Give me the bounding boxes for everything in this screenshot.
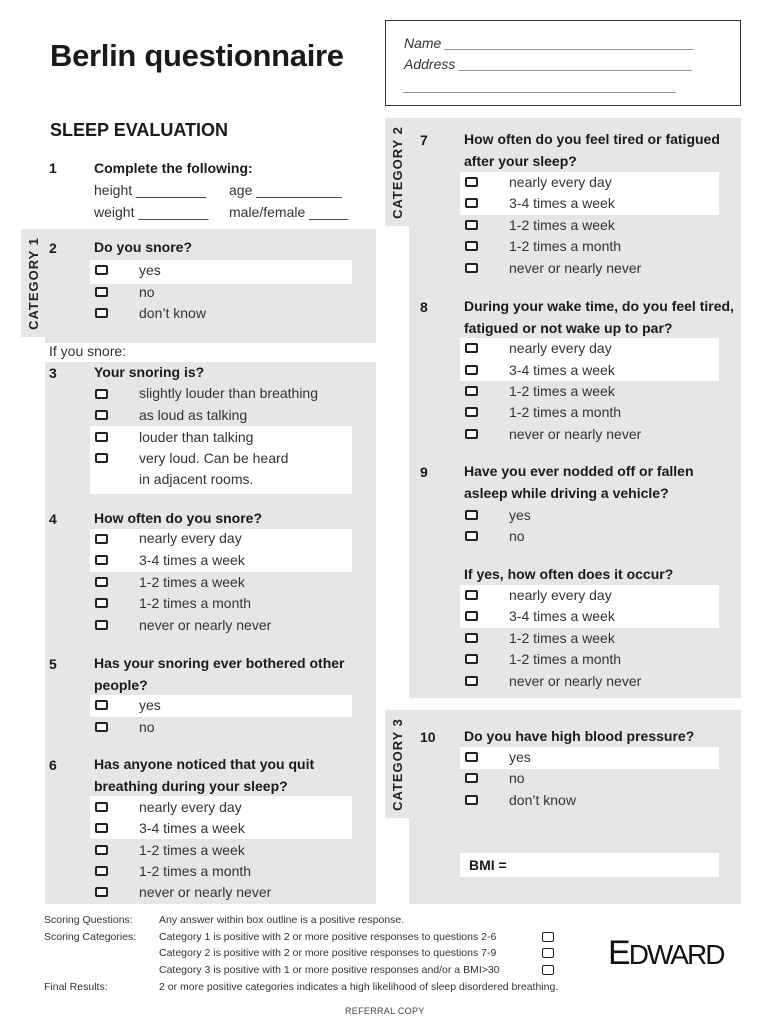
q7-text-line1: How often do you feel tired or fatigued	[464, 131, 720, 147]
option-label: as loud as talking	[139, 407, 248, 423]
category-2-label: CATEGORY 2	[385, 118, 409, 226]
option-label: don’t know	[139, 305, 206, 321]
option-label: 1-2 times a month	[509, 651, 622, 667]
checkbox[interactable]	[465, 407, 478, 417]
q10-number: 10	[420, 729, 436, 745]
q4-text: How often do you snore?	[94, 510, 262, 526]
bmi-label: BMI =	[469, 857, 507, 873]
checkbox[interactable]	[465, 510, 478, 520]
option-label: 1-2 times a week	[139, 842, 245, 858]
checkbox[interactable]	[95, 845, 108, 855]
footer-referral-copy: REFERRAL COPY	[345, 1006, 425, 1016]
option-label: nearly every day	[139, 530, 242, 546]
option-label: nearly every day	[509, 587, 612, 603]
q2-text: Do you snore?	[94, 239, 193, 255]
checkbox[interactable]	[95, 453, 108, 463]
checkbox[interactable]	[95, 887, 108, 897]
option-label: never or nearly never	[139, 617, 272, 633]
name-field[interactable]: Name ________________________________	[404, 35, 695, 51]
option-label: nearly every day	[139, 799, 242, 815]
option-label: nearly every day	[509, 174, 612, 190]
scoring-cat2-text: Category 2 is positive with 2 or more positive responses to questions 7-9	[159, 947, 497, 959]
option-label: don’t know	[509, 792, 576, 808]
option-label: yes	[139, 697, 161, 713]
checkbox[interactable]	[95, 700, 108, 710]
option-label: yes	[509, 749, 531, 765]
q1-number: 1	[49, 160, 57, 176]
checkbox[interactable]	[465, 263, 478, 273]
checkbox[interactable]	[465, 795, 478, 805]
option-label: yes	[139, 262, 161, 278]
checkbox[interactable]	[95, 598, 108, 608]
option-label: 3-4 times a week	[139, 552, 245, 568]
option-label: 1-2 times a month	[509, 404, 622, 420]
checkbox[interactable]	[465, 177, 478, 187]
option-label: 1-2 times a month	[509, 238, 622, 254]
q2-number: 2	[49, 240, 57, 256]
option-label: in adjacent rooms.	[139, 471, 254, 487]
q1-text: Complete the following:	[94, 160, 253, 176]
scoring-questions-text: Any answer within box outline is a positive response.	[159, 914, 405, 926]
q5-text-line2: people?	[94, 677, 148, 693]
checkbox[interactable]	[542, 948, 554, 958]
checkbox[interactable]	[542, 965, 554, 975]
option-label: louder than talking	[139, 429, 254, 445]
q9b-text: If yes, how often does it occur?	[464, 566, 674, 582]
checkbox[interactable]	[465, 633, 478, 643]
if-you-snore: If you snore:	[49, 343, 127, 359]
option-label: no	[509, 770, 525, 786]
checkbox[interactable]	[465, 611, 478, 621]
q3-number: 3	[49, 365, 57, 381]
checkbox[interactable]	[465, 752, 478, 762]
checkbox[interactable]	[95, 265, 108, 275]
checkbox[interactable]	[95, 432, 108, 442]
scoring-questions-label: Scoring Questions:	[44, 914, 133, 926]
q9-number: 9	[420, 464, 428, 480]
sex-field[interactable]: male/female _____	[229, 204, 349, 220]
q6-text-line1: Has anyone noticed that you quit	[94, 756, 315, 772]
checkbox[interactable]	[95, 802, 108, 812]
checkbox[interactable]	[465, 386, 478, 396]
height-field[interactable]: height _________	[94, 182, 207, 198]
page-title: Berlin questionnaire	[50, 38, 344, 73]
checkbox[interactable]	[95, 620, 108, 630]
option-label: 1-2 times a week	[509, 630, 615, 646]
option-label: never or nearly never	[509, 673, 642, 689]
positive-box	[90, 695, 352, 717]
final-results-text: 2 or more positive categories indicates a high likelihood of sleep disordered breathing.	[159, 981, 559, 993]
checkbox[interactable]	[465, 531, 478, 541]
q8-number: 8	[420, 299, 428, 315]
weight-field[interactable]: weight _________	[94, 204, 209, 220]
q3-text: Your snoring is?	[94, 364, 205, 380]
positive-box	[460, 747, 719, 769]
name-address-box	[385, 20, 741, 106]
checkbox[interactable]	[465, 198, 478, 208]
option-label: 1-2 times a week	[509, 383, 615, 399]
checkbox[interactable]	[465, 429, 478, 439]
option-label: yes	[509, 507, 531, 523]
checkbox[interactable]	[465, 773, 478, 783]
q4-number: 4	[49, 511, 57, 527]
checkbox[interactable]	[465, 343, 478, 353]
age-field[interactable]: age ___________	[229, 182, 342, 198]
checkbox[interactable]	[95, 722, 108, 732]
q8-text-line2: fatigued or not wake up to par?	[464, 320, 673, 336]
q7-number: 7	[420, 132, 428, 148]
q6-number: 6	[49, 757, 57, 773]
checkbox[interactable]	[95, 555, 108, 565]
scoring-cat3-text: Category 3 is positive with 1 or more positive responses and/or a BMI>30	[159, 964, 500, 976]
edward-logo: EDWARD	[608, 934, 724, 972]
option-label: 3-4 times a week	[509, 362, 615, 378]
option-label: slightly louder than breathing	[139, 385, 319, 401]
option-label: 1-2 times a month	[139, 595, 252, 611]
checkbox[interactable]	[465, 590, 478, 600]
q6-text-line2: breathing during your sleep?	[94, 778, 288, 794]
positive-box	[90, 260, 352, 284]
final-results-label: Final Results:	[44, 981, 108, 993]
checkbox[interactable]	[95, 287, 108, 297]
address-field[interactable]: Address ______________________________	[404, 56, 693, 72]
q5-text-line1: Has your snoring ever bothered other	[94, 655, 345, 671]
checkbox[interactable]	[95, 308, 108, 318]
option-label: 3-4 times a week	[509, 195, 615, 211]
address-line-2[interactable]: ___________________________________	[404, 78, 677, 94]
q7-text-line2: after your sleep?	[464, 153, 577, 169]
checkbox[interactable]	[465, 365, 478, 375]
category-1-label: CATEGORY 1	[21, 229, 45, 337]
q10-text: Do you have high blood pressure?	[464, 728, 695, 744]
option-label: very loud. Can be heard	[139, 450, 289, 466]
option-label: nearly every day	[509, 340, 612, 356]
q9-text-line2: asleep while driving a vehicle?	[464, 485, 669, 501]
checkbox[interactable]	[95, 866, 108, 876]
option-label: never or nearly never	[509, 260, 642, 276]
option-label: 1-2 times a week	[509, 217, 615, 233]
option-label: 3-4 times a week	[509, 608, 615, 624]
checkbox[interactable]	[95, 410, 108, 420]
checkbox[interactable]	[95, 577, 108, 587]
option-label: 1-2 times a month	[139, 863, 252, 879]
checkbox[interactable]	[465, 241, 478, 251]
option-label: no	[139, 284, 155, 300]
checkbox[interactable]	[465, 654, 478, 664]
option-label: never or nearly never	[509, 426, 642, 442]
scoring-cat1-text: Category 1 is positive with 2 or more positive responses to questions 2-6	[159, 931, 497, 943]
q5-number: 5	[49, 656, 57, 672]
checkbox[interactable]	[95, 823, 108, 833]
checkbox[interactable]	[465, 676, 478, 686]
checkbox[interactable]	[95, 389, 108, 399]
category-3-label: CATEGORY 3	[385, 710, 409, 818]
checkbox[interactable]	[95, 534, 108, 544]
q8-text-line1: During your wake time, do you feel tired,	[464, 298, 734, 314]
checkbox[interactable]	[542, 932, 554, 942]
option-label: no	[139, 719, 155, 735]
checkbox[interactable]	[465, 220, 478, 230]
option-label: no	[509, 528, 525, 544]
option-label: never or nearly never	[139, 884, 272, 900]
section-title: SLEEP EVALUATION	[50, 120, 229, 140]
option-label: 1-2 times a week	[139, 574, 245, 590]
option-label: 3-4 times a week	[139, 820, 245, 836]
scoring-categories-label: Scoring Categories:	[44, 931, 137, 943]
q9-text-line1: Have you ever nodded off or fallen	[464, 463, 694, 479]
